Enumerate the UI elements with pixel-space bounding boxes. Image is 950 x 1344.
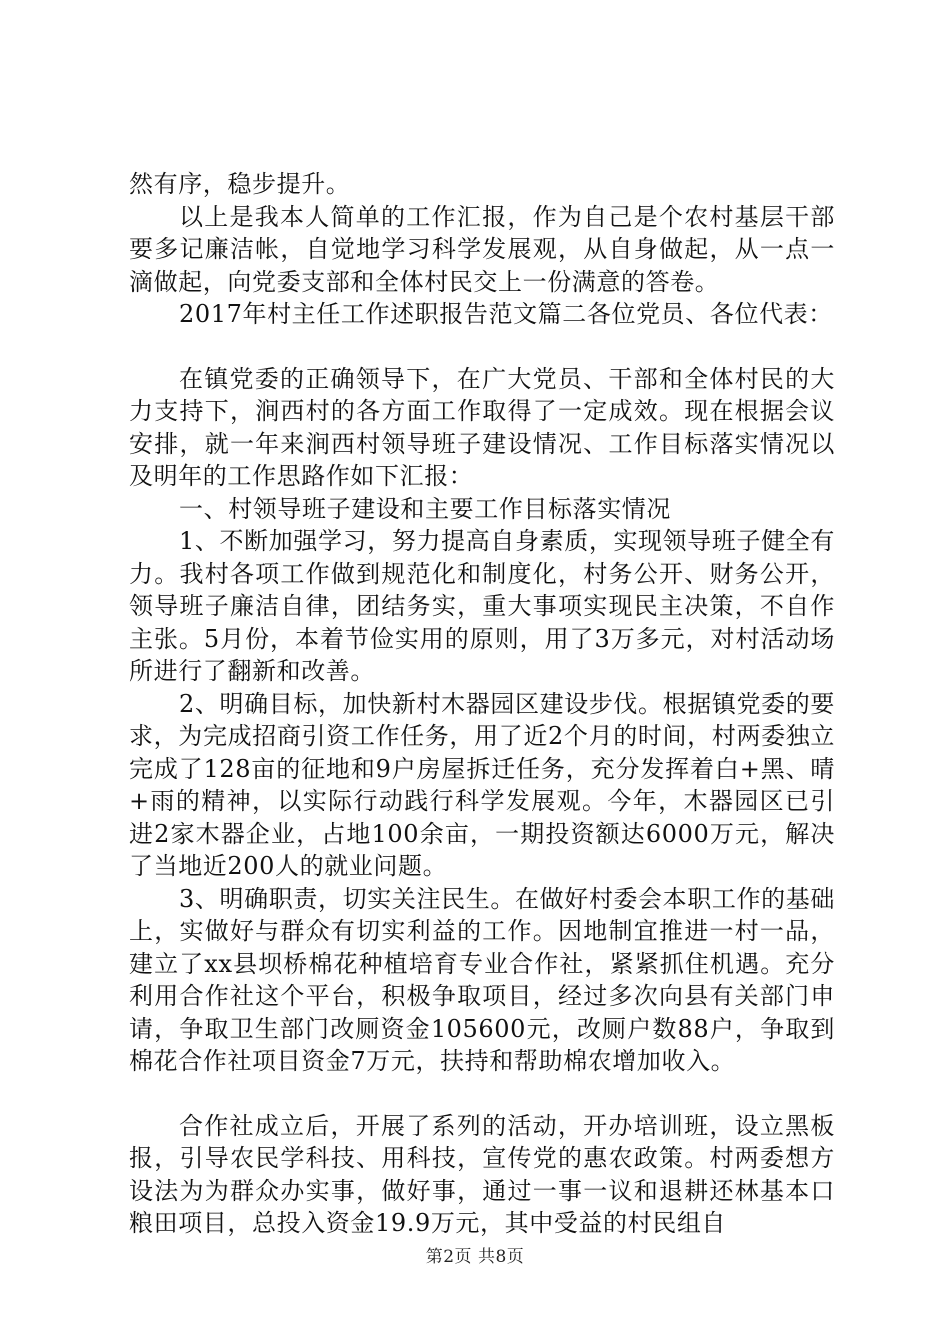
document-body	[129, 168, 835, 1240]
paragraph-summary: 以上是我本人简单的工作汇报，作为自己是个农村基层干部要多记廉洁帐，自觉地学习科学发展观，从自身做起，从一点一滴做起，向党委支部和全体村民交上一份满意的答卷。	[129, 202, 835, 296]
paragraph-gap	[129, 1078, 835, 1110]
section-heading: 一、村领导班子建设和主要工作目标落实情况	[179, 494, 671, 523]
paragraph-report-heading: 2017年村主任工作述职报告范文篇二各位党员、各位代表：	[179, 300, 833, 328]
paragraph-intro: 在镇党委的正确领导下，在广大党员、干部和全体村民的大力支持下，涧西村的各方面工作取得了一定成效。现在根据会议安排，就一年来涧西村领导班子建设情况、工作目标落实情况以及明年的工作思路作如下汇报：	[129, 364, 835, 490]
paragraph-continuation: 然有序，稳步提升。	[129, 170, 351, 198]
page-number-footer: 第2页 共8页	[425, 1247, 525, 1267]
paragraph-item-2: 2、明确目标，加快新村木器园区建设步伐。根据镇党委的要求，为完成招商引资工作任务，用了近2个月的时间，村两委独立完成了128亩的征地和9户房屋拆迁任务，充分发挥着白+黑、晴+雨的精神，以实际行动践行科学发展观。今年，木器园区已引进2家木器企业，占地100余亩，一期投资额达6000万元，解决了当地近200人的就业问题。	[129, 689, 835, 880]
paragraph-item-3: 3、明确职责，切实关注民生。在做好村委会本职工作的基础上，实做好与群众有切实利益的工作。因地制宜推进一村一品，建立了xx县坝桥棉花种植培育专业合作社，紧紧抓住机遇。充分利用合作社这个平台，积极争取项目，经过多次向县有关部门申请，争取卫生部门改厕资金105600元，改厕户数88户，争取到棉花合作社项目资金7万元，扶持和帮助棉农增加收入。	[129, 884, 835, 1075]
paragraph-item-1: 1、不断加强学习，努力提高自身素质，实现领导班子健全有力。我村各项工作做到规范化和制度化，村务公开、财务公开，领导班子廉洁自律，团结务实，重大事项实现民主决策，不自作主张。5月份，本着节俭实用的原则，用了3万多元，对村活动场所进行了翻新和改善。	[129, 527, 835, 685]
paragraph-gap	[129, 331, 835, 363]
paragraph-cooperative: 合作社成立后，开展了系列的活动，开办培训班，设立黑板报，引导农民学科技、用科技，宣传党的惠农政策。村两委想方设法为为群众办实事，做好事，通过一事一议和退耕还林基本口粮田项目，总投入资金19.9万元，其中受益的村民组自	[129, 1111, 835, 1237]
